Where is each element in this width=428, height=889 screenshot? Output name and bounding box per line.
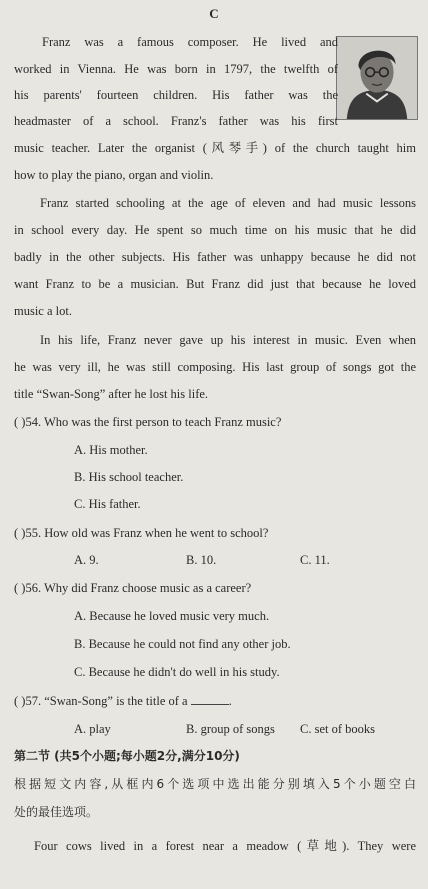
q55-option-b: B. 10. (186, 553, 217, 567)
portrait-sketch (337, 37, 417, 119)
q56-option-b: B. Because he could not find any other job. (74, 637, 291, 651)
q57-blank (191, 694, 229, 705)
passage-line: his parents' fourteen children. His father was the (14, 88, 338, 102)
passage-line: how to play the piano, organ and violin. (14, 168, 214, 182)
passage-line: in school every day. He spent so much time on his music that he did (14, 223, 416, 237)
passage-line: badly in the other subjects. His father was unhappy because he did not (14, 250, 416, 264)
q56-option-a: A. Because he loved music very much. (74, 609, 270, 623)
q56-option-c: C. Because he didn't do well in his study. (74, 665, 280, 679)
q57-option-c: C. set of books (300, 722, 375, 736)
franz-portrait (336, 36, 418, 120)
q55-option-a: A. 9. (74, 553, 99, 567)
question-54-stem: ( )54. Who was the first person to teach Franz music? (14, 415, 282, 429)
passage-line: want Franz to be a musician. But Franz did just that because he loved (14, 277, 416, 291)
passage-line: headmaster of a school. Franz's father was his first (14, 114, 338, 128)
next-passage-line: Four cows lived in a forest near a meadow (草地). They were (34, 839, 416, 853)
q54-option-a: A. His mother. (74, 443, 148, 457)
q54-option-b: B. His school teacher. (74, 470, 184, 484)
section2-instruction: 根据短文内容,从框内6个选项中选出能分别填入5个小题空白 (14, 777, 416, 791)
q54-option-c: C. His father. (74, 497, 141, 511)
passage-line: music a lot. (14, 304, 72, 318)
q57-option-b: B. group of songs (186, 722, 275, 736)
section-letter: C (209, 6, 219, 21)
passage-line: Franz was a famous composer. He lived and (42, 35, 338, 49)
q57-stem-text: ( )57. “Swan-Song” is the title of a (14, 694, 188, 708)
passage-line: worked in Vienna. He was born in 1797, the twelfth of (14, 62, 338, 76)
passage-line: title “Swan-Song” after he lost his life. (14, 387, 209, 401)
section2-heading: 第二节 (共5个小题;每小题2分,满分10分) (14, 749, 240, 763)
passage-line: In his life, Franz never gave up his interest in music. Even when (40, 333, 416, 347)
passage-line: he was very ill, he was still composing. His last group of songs got the (14, 360, 416, 374)
q55-option-c: C. 11. (300, 553, 330, 567)
q57-option-a: A. play (74, 722, 111, 736)
question-56-stem: ( )56. Why did Franz choose music as a career? (14, 581, 252, 595)
q57-stem-end: . (228, 694, 232, 708)
question-57-stem (14, 693, 232, 709)
passage-line: music teacher. Later the organist (风琴手) of the church taught him (14, 141, 416, 155)
passage-line: Franz started schooling at the age of eleven and had music lessons (40, 196, 416, 210)
section2-instruction: 处的最佳选项。 (14, 805, 99, 819)
question-55-stem: ( )55. How old was Franz when he went to school? (14, 526, 269, 540)
